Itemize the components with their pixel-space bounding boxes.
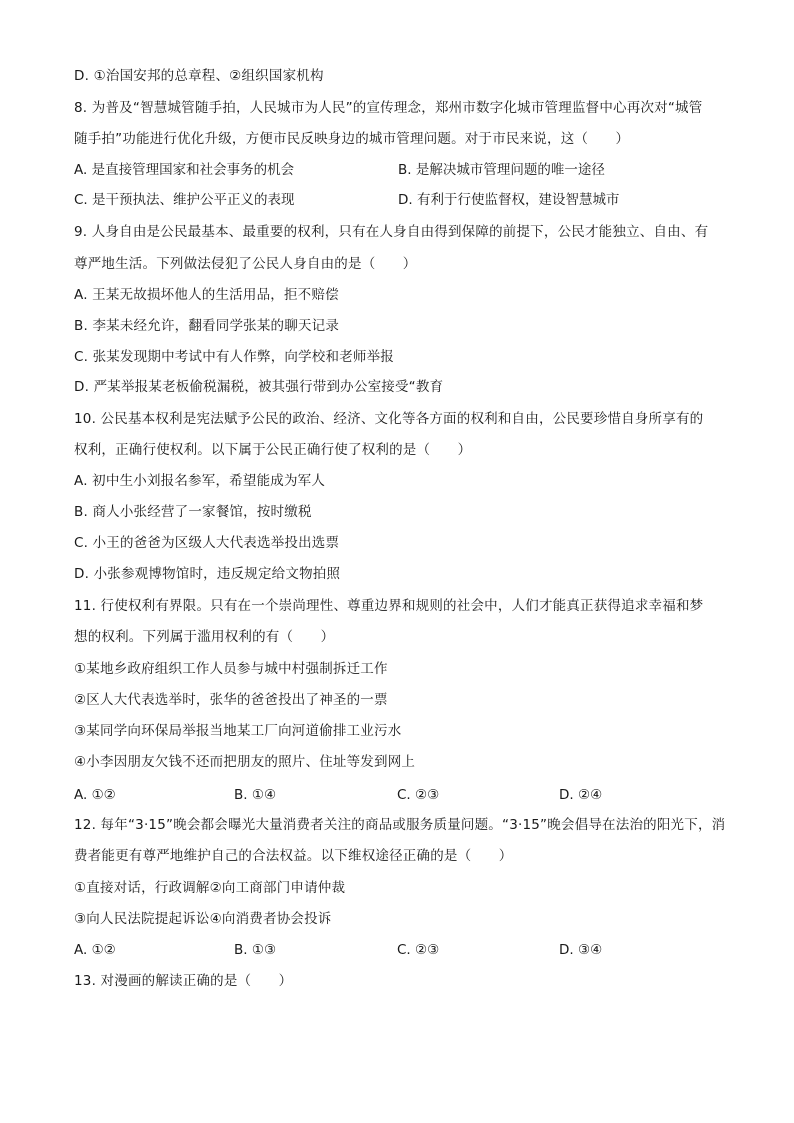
q8-option-b: B. 是解决城市管理问题的唯一途径 [398, 162, 605, 178]
q12-stem-line-1: 12. 每年“3·15”晚会都会曝光大量消费者关注的商品或服务质量问题。“3·15”晚会倡导在法治的阳光下，消 [74, 817, 726, 833]
q11-stem-line-2: 想的权利。下列属于滥用权利的有（ ） [74, 629, 335, 645]
q12-option-b: B. ①③ [234, 942, 277, 958]
q11-stem-line-1: 11. 行使权利有界限。只有在一个崇尚理性、尊重边界和规则的社会中，人们才能真正获得追求幸福和梦 [74, 598, 704, 614]
q11-item-4: ④小李因朋友欠钱不还而把朋友的照片、住址等发到网上 [74, 754, 416, 770]
q11-item-1: ①某地乡政府组织工作人员参与城中村强制拆迁工作 [74, 661, 388, 677]
q9-option-c: C. 张某发现期中考试中有人作弊，向学校和老师举报 [74, 349, 395, 365]
q12-option-c: C. ②③ [397, 942, 440, 958]
q10-option-b: B. 商人小张经营了一家餐馆，按时缴税 [74, 504, 312, 520]
q10-option-d: D. 小张参观博物馆时，违反规定给文物拍照 [74, 566, 341, 582]
q10-stem-line-2: 权利，正确行使权利。以下属于公民正确行使了权利的是（ ） [74, 442, 472, 458]
q12-items-line-2: ③向人民法院提起诉讼④向消费者协会投诉 [74, 911, 332, 927]
q8-stem-line-2: 随手拍”功能进行优化升级，方便市民反映身边的城市管理问题。对于市民来说，这（ ） [74, 131, 630, 147]
q10-option-c: C. 小王的爸爸为区级人大代表选举投出选票 [74, 535, 340, 551]
q7-option-d: D. ①治国安邦的总章程、②组织国家机构 [74, 68, 324, 84]
q8-option-c: C. 是干预执法、维护公平正义的表现 [74, 192, 295, 208]
q9-option-d: D. 严某举报某老板偷税漏税，被其强行带到办公室接受“教育 [74, 379, 444, 395]
q9-stem-line-2: 尊严地生活。下列做法侵犯了公民人身自由的是（ ） [74, 256, 417, 272]
q12-items-line-1: ①直接对话，行政调解②向工商部门申请仲裁 [74, 880, 346, 896]
q9-stem-line-1: 9. 人身自由是公民最基本、最重要的权利，只有在人身自由得到保障的前提下，公民才能独立、自由、有 [74, 224, 709, 240]
q12-stem-line-2: 费者能更有尊严地维护自己的合法权益。以下维权途径正确的是（ ） [74, 848, 513, 864]
q8-option-d: D. 有利于行使监督权，建设智慧城市 [398, 192, 620, 208]
q11-option-d: D. ②④ [559, 787, 603, 803]
q12-option-d: D. ③④ [559, 942, 603, 958]
q11-item-2: ②区人大代表选举时，张华的爸爸投出了神圣的一票 [74, 692, 388, 708]
q11-option-a: A. ①② [74, 787, 116, 803]
q10-option-a: A. 初中生小刘报名参军，希望能成为军人 [74, 473, 326, 489]
q13-stem: 13. 对漫画的解读正确的是（ ） [74, 973, 293, 989]
q10-stem-line-1: 10. 公民基本权利是宪法赋予公民的政治、经济、文化等各方面的权利和自由，公民要珍惜自身所享有的 [74, 411, 704, 427]
q11-option-b: B. ①④ [234, 787, 277, 803]
q9-option-b: B. 李某未经允许，翻看同学张某的聊天记录 [74, 318, 340, 334]
q11-item-3: ③某同学向环保局举报当地某工厂向河道偷排工业污水 [74, 723, 402, 739]
q9-option-a: A. 王某无故损坏他人的生活用品，拒不赔偿 [74, 287, 339, 303]
q8-option-a: A. 是直接管理国家和社会事务的机会 [74, 162, 295, 178]
q8-stem-line-1: 8. 为普及“智慧城管随手拍，人民城市为人民”的宣传理念，郑州市数字化城市管理监督中心再次对“城管 [74, 100, 703, 116]
q12-option-a: A. ①② [74, 942, 116, 958]
q11-option-c: C. ②③ [397, 787, 440, 803]
